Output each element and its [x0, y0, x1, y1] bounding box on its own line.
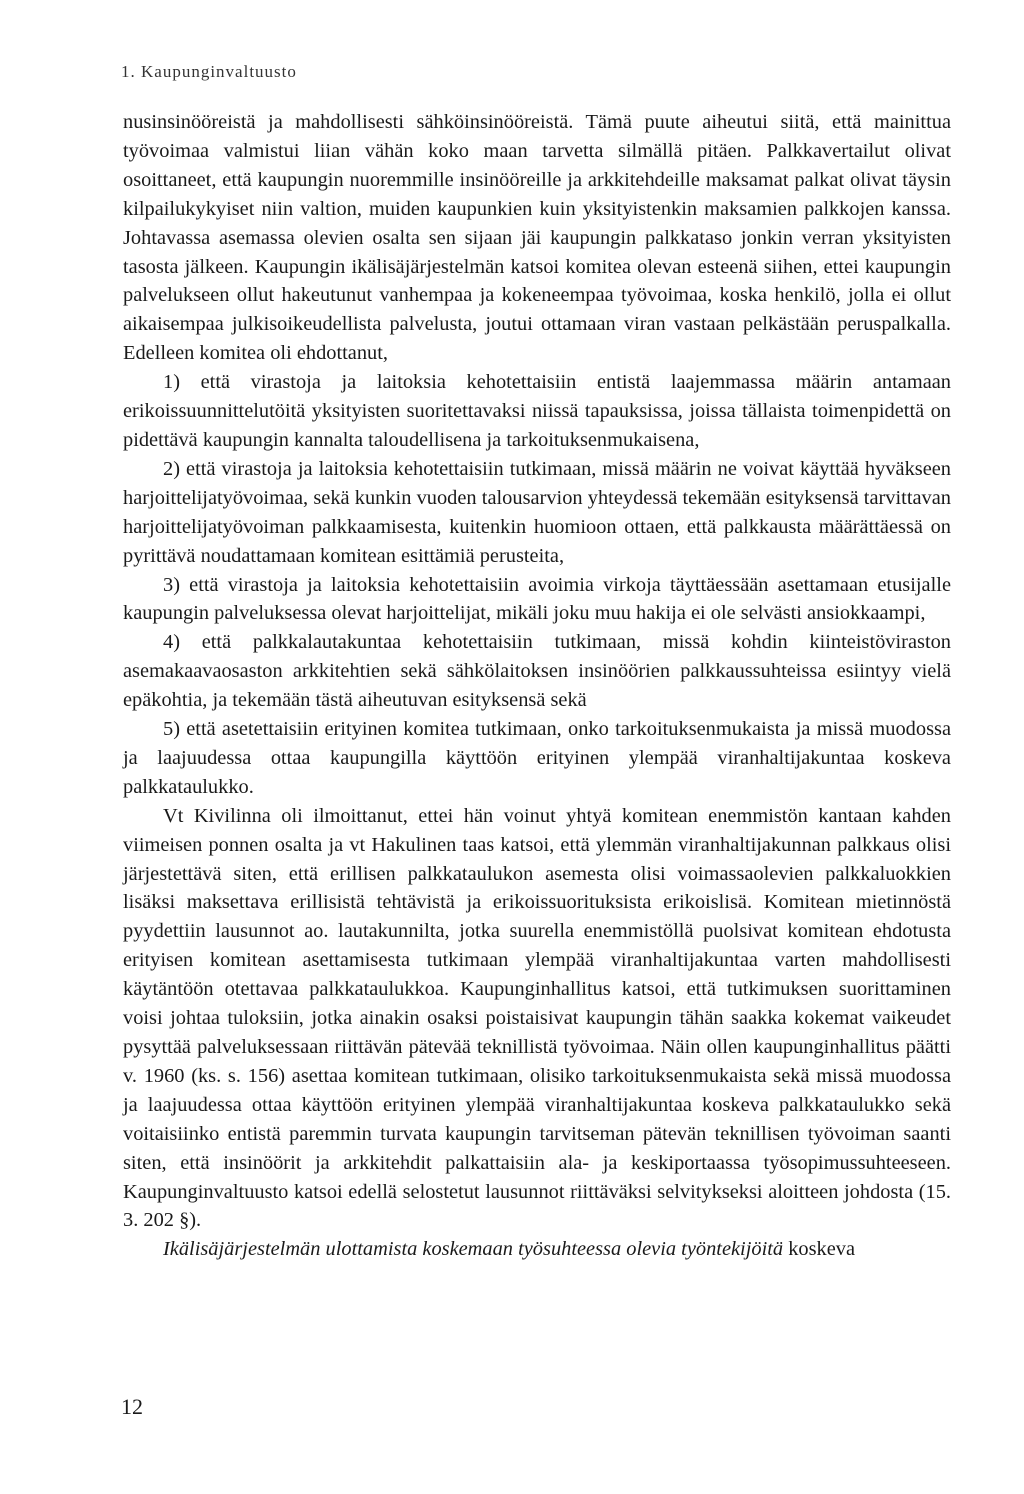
continuation-paragraph: nusinsinööreistä ja mahdollisesti sähköinsinööreistä. Tämä puute aiheutui siitä, että mainittua työvoimaa valmistui liian vähän koko maan tarvetta silmällä pitäen. Palkkavertailut olivat osoittaneet, että kaupungin nuoremmille insinööreille ja arkkitehdeille maksamat palkat olivat täysin kilpailukykyiset niin valtion, muiden kaupunkien kuin yksityistenkin maksamien palkkojen kanssa. Johtavassa asemassa olevien osalta sen sijaan jäi kaupungin palkkataso jonkin verran yksityisten tasosta jälkeen. Kaupungin ikälisäjärjestelmän katsoi komitea olevan esteenä siihen, ettei kaupungin palvelukseen ollut hakeutunut vanhempaa ja kokeneempaa työvoimaa, koska henkilö, jolla ei ollut aikaisempaa julkisoikeudellista palvelusta, joutui ottamaan viran vastaan pelkästään peruspalkalla. Edelleen komitea oli ehdottanut,	[123, 111, 951, 365]
body-text	[123, 108, 951, 1264]
running-head: 1. Kaupunginvaltuusto	[121, 62, 297, 81]
closing-paragraph: Vt Kivilinna oli ilmoittanut, ettei hän voinut yhtyä komitean enemmistön kantaan kahden viimeisen ponnen osalta ja vt Hakulinen taas katsoi, että ylemmän viranhaltijakunnan palkkaus olisi järjestettävä siten, että erillisen palkkataulukon asemesta olisi voimassaolevien palkkaluokkien lisäksi maksettava erillisistä tehtävistä ja erikoissuorituksista erikoislisä. Komitean mietinnöstä pyydettiin lausunnot ao. lautakunnilta, jotka suurella enemmistöllä puolsivat komitean ehdotusta erityisen komitean asettamisesta tutkimaan ylempää viranhaltijakuntaa varten mahdollisesti käytäntöön otettavaa palkkataulukkoa. Kaupunginhallitus katsoi, että tutkimuksen suorittaminen voisi johtaa tuloksiin, jotka ainakin osaksi poistaisivat kaupungin tähän saakka kokemat vaikeudet pysyttää palveluksessaan riittävän pätevää teknillistä työvoimaa. Näin ollen kaupunginhallitus päätti v. 1960 (ks. s. 156) asettaa komitean tutkimaan, olisiko tarkoituksenmukaista sekä missä muodossa ja laajuudessa ottaa käyttöön erityinen ylempää viranhaltijakuntaa koskeva palkkataulukko sekä voitaisiinko entistä paremmin turvata kaupungin tarvitseman pätevän teknillisen työvoiman saanti siten, että insinöörit ja arkkitehdit palkattaisiin ala- ja keskiportaassa työsopimussuhteeseen. Kaupunginvaltuusto katsoi edellä selostetut lausunnot riittäväksi selvitykseksi aloitteen johdosta (15. 3. 202 §).	[123, 804, 951, 1232]
final-line	[123, 1235, 951, 1264]
list-item-2: 2) että virastoja ja laitoksia kehotettaisiin tutkimaan, missä määrin ne voivat käyttää hyväkseen harjoittelijatyövoimaa, sekä kunkin vuoden talousarvion yhteydessä tekemään esityksensä tarvittavan harjoittelijatyövoiman palkkaamisesta, kuitenkin huomioon ottaen, että palkkausta määrättäessä on pyrittävä noudattamaan komitean esittämiä perusteita,	[123, 457, 951, 567]
final-line-italic-heading: Ikälisäjärjestelmän ulottamista koskemaan työsuhteessa olevia työntekijöitä	[163, 1238, 784, 1261]
page-number: 12	[121, 1394, 143, 1419]
list-item-5: 5) että asetettaisiin erityinen komitea tutkimaan, onko tarkoituksenmukaista ja missä muodossa ja laajuudessa ottaa kaupungilla käyttöön erityinen ylempää viranhaltijakuntaa koskeva palkkataulukko.	[123, 718, 951, 798]
final-line-rest: koskeva	[783, 1238, 856, 1261]
list-item-4: 4) että palkkalautakuntaa kehotettaisiin tutkimaan, missä kohdin kiinteistöviraston asemakaavaosaston arkkitehtien sekä sähkölaitoksen insinöörien palkkaussuhteissa esiintyy vielä epäkohtia, ja tekemään tästä aiheutuvan esityksensä sekä	[123, 631, 951, 712]
list-item-3: 3) että virastoja ja laitoksia kehotettaisiin avoimia virkoja täyttäessään asettamaan etusijalle kaupungin palveluksessa olevat harjoittelijat, mikäli joku muu hakija ei ole selvästi ansiokkaampi,	[123, 573, 951, 625]
list-item-1: 1) että virastoja ja laitoksia kehotettaisiin entistä laajemmassa määrin antamaan erikoissuunnittelutöitä yksityisten suoritettavaksi niissä tapauksissa, joissa tällaista toimenpidettä on pidettävä kaupungin kannalta taloudellisena ja tarkoituksenmukaisena,	[123, 371, 951, 451]
